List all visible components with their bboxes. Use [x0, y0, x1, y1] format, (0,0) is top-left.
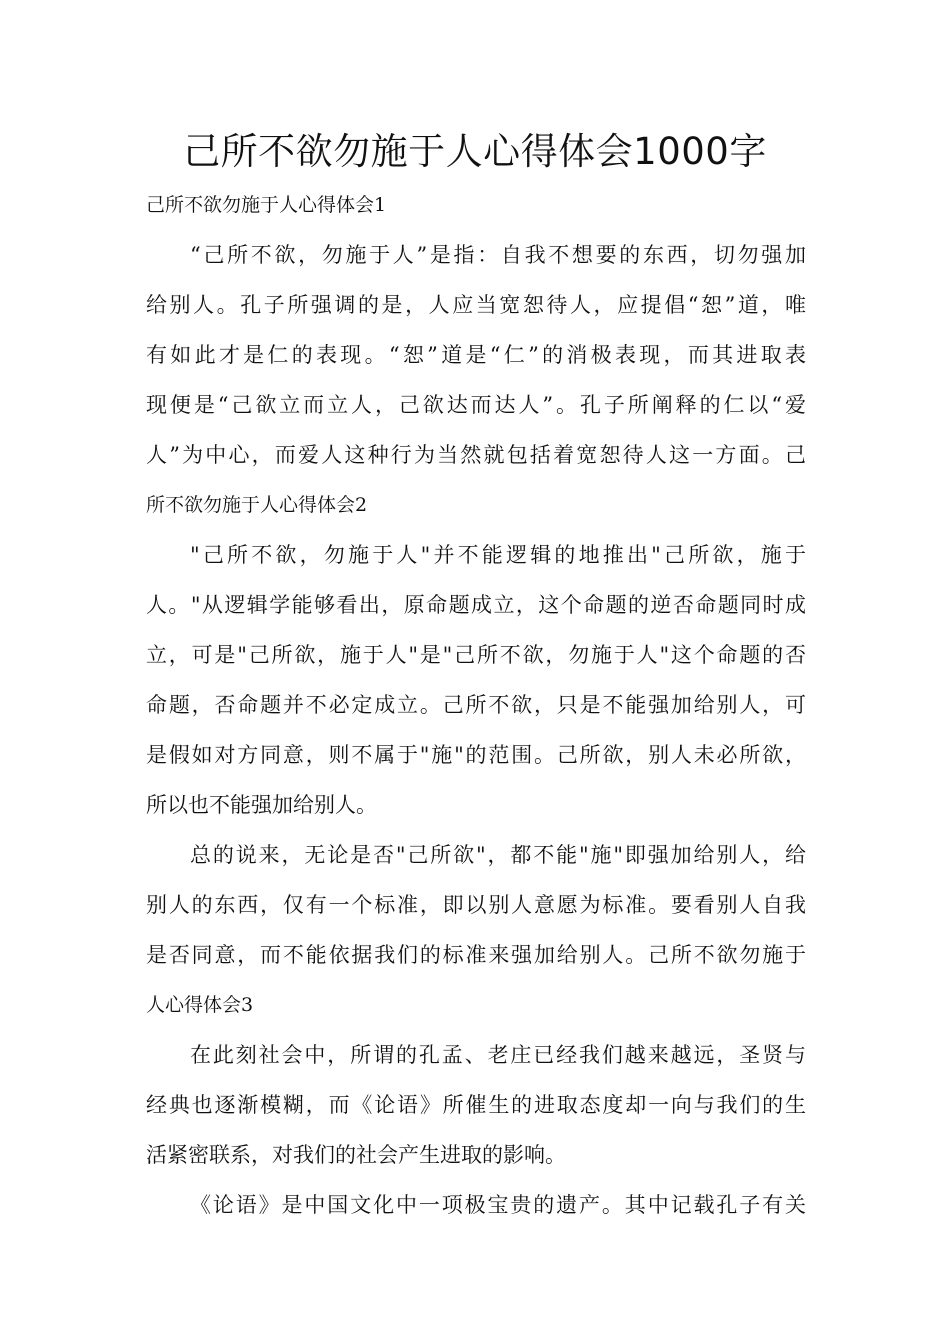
paragraph-line: 立，可是"己所欲，施于人"是"己所不欲，勿施于人"这个命题的否: [146, 643, 806, 667]
paragraph-line: 所以也不能强加给别人。: [146, 793, 377, 817]
paragraph-line: 人”为中心，而爱人这种行为当然就包括着宽恕待人这一方面。己: [146, 443, 806, 467]
paragraph-line: 给别人。孔子所强调的是，人应当宽恕待人，应提倡“恕”道，唯: [146, 293, 806, 317]
paragraph-line: 人。"从逻辑学能够看出，原命题成立，这个命题的逆否命题同时成: [146, 593, 806, 617]
document-title: 己所不欲勿施于人心得体会1000字: [183, 130, 767, 173]
paragraph-line: 有如此才是仁的表现。“恕”道是“仁”的消极表现，而其进取表: [146, 343, 806, 367]
paragraph-line: "己所不欲，勿施于人"并不能逻辑的地推出"己所欲，施于: [190, 543, 806, 567]
paragraph-line: 命题，否命题并不必定成立。己所不欲，只是不能强加给别人，可: [146, 693, 806, 717]
paragraph-line: 《论语》是中国文化中一项极宝贵的遗产。其中记载孔子有关: [190, 1193, 806, 1217]
paragraph-line: 是否同意，而不能依据我们的标准来强加给别人。己所不欲勿施于: [146, 943, 806, 967]
paragraph-line: 活紧密联系，对我们的社会产生进取的影响。: [146, 1143, 566, 1167]
paragraph-line: 在此刻社会中，所谓的孔孟、老庄已经我们越来越远，圣贤与: [190, 1043, 806, 1067]
document-body: [146, 180, 806, 1230]
paragraph-line: 现便是“己欲立而立人，己欲达而达人”。孔子所阐释的仁以“爱: [146, 393, 806, 417]
paragraph-line: 经典也逐渐模糊，而《论语》所催生的进取态度却一向与我们的生: [146, 1093, 806, 1117]
paragraph-line: 是假如对方同意，则不属于"施"的范围。己所欲，别人未必所欲，: [146, 743, 806, 767]
section-heading-2: 所不欲勿施于人心得体会2: [146, 494, 368, 516]
paragraph-line: “己所不欲，勿施于人”是指：自我不想要的东西，切勿强加: [190, 243, 806, 267]
paragraph-line: 别人的东西，仅有一个标准，即以别人意愿为标准。要看别人自我: [146, 893, 806, 917]
section-heading-1: 己所不欲勿施于人心得体会1: [146, 194, 387, 216]
section-heading-3: 人心得体会3: [146, 994, 254, 1016]
paragraph-line: 总的说来，无论是否"己所欲"，都不能"施"即强加给别人，给: [190, 843, 806, 867]
